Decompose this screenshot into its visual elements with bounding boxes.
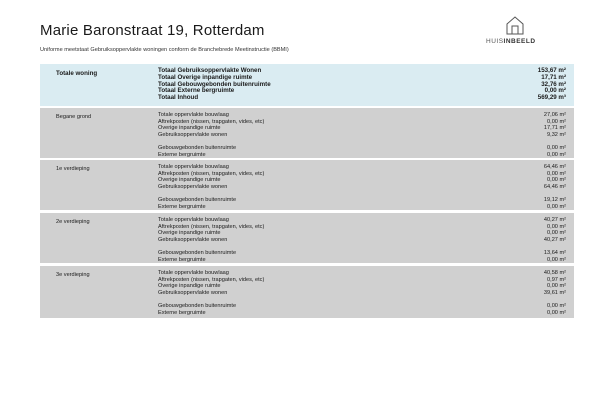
section-label: 2e verdieping	[56, 219, 90, 225]
row-value: 17,71 m²	[543, 125, 566, 132]
row-value: 27,06 m²	[543, 112, 566, 118]
table-row	[158, 119, 566, 126]
row-label: Gebouwgebonden buitenruimte	[158, 249, 237, 256]
table-row	[158, 184, 566, 191]
row-label: Gebruiksoppervlakte wonen	[158, 183, 228, 190]
table-row	[158, 95, 566, 102]
table-row	[158, 230, 566, 237]
row-label: Externe bergruimte	[158, 309, 206, 316]
row-value: 0,00 m²	[547, 302, 566, 309]
row-label: Totale oppervlakte bouwlaag	[158, 217, 229, 223]
table-row	[158, 237, 566, 244]
table-row	[158, 145, 566, 152]
row-label: Externe bergruimte	[158, 203, 206, 210]
row-label: Aftrekposten (nissen, trapgaten, vides, etc)	[158, 118, 265, 125]
row-value: 0,00 m²	[544, 87, 566, 95]
row-label: Aftrekposten (nissen, trapgaten, vides, etc)	[158, 276, 265, 283]
table-row	[158, 270, 566, 277]
row-label: Gebruiksoppervlakte wonen	[158, 131, 228, 138]
row-label: Overige inpandige ruimte	[158, 283, 221, 290]
table-row	[158, 290, 566, 297]
row-value: 40,27 m²	[543, 236, 566, 243]
table-row	[158, 177, 566, 184]
table-row	[158, 283, 566, 290]
row-spacer	[158, 190, 566, 197]
row-label: Gebouwgebonden buitenruimte	[158, 302, 237, 309]
row-value: 0,00 m²	[547, 170, 566, 177]
house-icon	[504, 14, 526, 36]
table-row	[158, 217, 566, 224]
table-row	[158, 224, 566, 231]
table-row	[158, 152, 566, 159]
row-value: 153,67 m²	[537, 67, 566, 74]
row-label: Gebruiksoppervlakte wonen	[158, 289, 228, 296]
row-label: Overige inpandige ruimte	[158, 125, 221, 132]
page-subtitle: Uniforme meetstaat Gebruiksoppervlakte woningen conform de Branchebrede Meetinstructie (BBMI)	[40, 47, 289, 53]
row-label: Aftrekposten (nissen, trapgaten, vides, etc)	[158, 170, 265, 177]
row-label: Totale oppervlakte bouwlaag	[158, 112, 229, 118]
row-value: 17,71 m²	[541, 73, 566, 81]
row-value: 0,00 m²	[547, 144, 566, 151]
row-value: 569,29 m³	[537, 94, 566, 102]
table-row	[158, 204, 566, 211]
row-label: Gebouwgebonden buitenruimte	[158, 144, 237, 151]
row-value: 19,12 m²	[543, 196, 566, 203]
logo-wordmark: HUISINBEELD	[486, 38, 536, 45]
row-value: 13,64 m²	[543, 249, 566, 256]
table-row	[158, 197, 566, 204]
table-row	[158, 125, 566, 132]
row-label: Overige inpandige ruimte	[158, 230, 221, 237]
logo	[480, 14, 550, 46]
row-label: Totaal Gebruiksoppervlakte Wonen	[158, 67, 262, 74]
row-value: 0,00 m²	[547, 177, 566, 184]
row-value: 0,00 m²	[547, 256, 566, 263]
row-spacer	[158, 138, 566, 145]
row-label: Totaal Externe bergruimte	[158, 87, 235, 95]
row-value: 40,58 m²	[543, 270, 566, 276]
row-label: Externe bergruimte	[158, 151, 206, 158]
row-value: 0,00 m²	[547, 223, 566, 230]
row-value: 64,46 m²	[543, 183, 566, 190]
row-label: Totale oppervlakte bouwlaag	[158, 164, 229, 170]
section-1e-verdieping	[40, 160, 574, 210]
row-value: 0,00 m²	[547, 230, 566, 237]
row-label: Totale oppervlakte bouwlaag	[158, 270, 229, 276]
table-row	[158, 277, 566, 284]
table-row	[158, 250, 566, 257]
table-row	[158, 171, 566, 178]
row-value: 39,61 m²	[543, 289, 566, 296]
section-2e-verdieping	[40, 213, 574, 263]
row-spacer	[158, 243, 566, 250]
section-label: Totale woning	[56, 70, 98, 77]
table-row	[158, 164, 566, 171]
row-value: 0,00 m²	[547, 151, 566, 158]
row-spacer	[158, 296, 566, 303]
row-value: 0,00 m²	[547, 118, 566, 125]
row-label: Totaal Inhoud	[158, 94, 199, 102]
table-row	[158, 303, 566, 310]
row-value: 9,32 m²	[547, 131, 566, 138]
table-row	[158, 88, 566, 95]
row-value: 0,00 m²	[547, 309, 566, 316]
row-value: 40,27 m²	[543, 217, 566, 223]
row-label: Aftrekposten (nissen, trapgaten, vides, etc)	[158, 223, 265, 230]
table-row	[158, 257, 566, 264]
section-totale-woning	[40, 64, 574, 106]
row-value: 32,76 m²	[541, 80, 566, 88]
section-label: 3e verdieping	[56, 272, 90, 278]
page-title: Marie Baronstraat 19, Rotterdam	[40, 22, 265, 39]
row-value: 0,00 m²	[547, 203, 566, 210]
section-label: Begane grond	[56, 114, 92, 120]
row-label: Overige inpandige ruimte	[158, 177, 221, 184]
row-label: Totaal Overige inpandige ruimte	[158, 73, 253, 81]
table-row	[158, 112, 566, 119]
row-label: Totaal Gebouwgebonden buitenruimte	[158, 80, 271, 88]
table-row	[158, 310, 566, 317]
row-label: Gebruiksoppervlakte wonen	[158, 236, 228, 243]
row-value: 0,97 m²	[547, 276, 566, 283]
section-label: 1e verdieping	[56, 166, 90, 172]
table-row	[158, 132, 566, 139]
row-label: Externe bergruimte	[158, 256, 206, 263]
row-label: Gebouwgebonden buitenruimte	[158, 196, 237, 203]
section-begane-grond	[40, 108, 574, 158]
section-3e-verdieping	[40, 266, 574, 318]
row-value: 0,00 m²	[547, 283, 566, 290]
row-value: 64,46 m²	[543, 164, 566, 170]
